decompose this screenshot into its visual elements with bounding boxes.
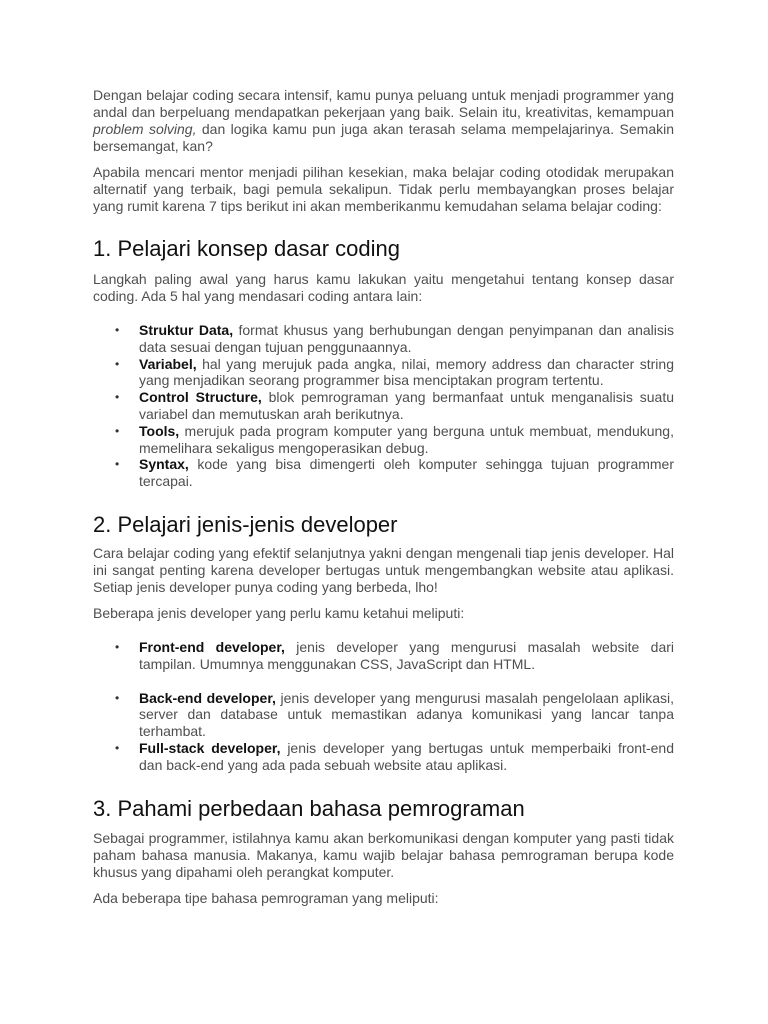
document-page bbox=[93, 87, 674, 915]
list-item-desc: format khusus yang berhubungan dengan penyimpanan dan analisis data sesuai dengan tujuan penggunaannya. bbox=[139, 322, 675, 355]
section-1-paragraph: Langkah paling awal yang harus kamu lakukan yaitu mengetahui tentang konsep dasar coding. Ada 5 hal yang mendasari coding antara lain: bbox=[93, 271, 674, 304]
list-item bbox=[93, 356, 674, 390]
list-item bbox=[93, 322, 674, 356]
section-3-paragraph-1: Sebagai programmer, istilahnya kamu akan berkomunikasi dengan komputer yang pasti tidak paham bahasa manusia. Makanya, kamu wajib belajar bahasa pemrograman berupa kode khusus yang dipahami oleh perangkat komputer. bbox=[93, 829, 674, 880]
intro-paragraph-1 bbox=[93, 87, 674, 155]
coding-concepts-list bbox=[93, 322, 674, 490]
list-item bbox=[93, 456, 674, 490]
developer-types-list bbox=[93, 639, 674, 774]
list-item bbox=[93, 690, 674, 740]
list-item-term: Control Structure, bbox=[139, 389, 262, 406]
list-item-desc: kode yang bisa dimengerti oleh komputer sehingga tujuan programmer tercapai. bbox=[139, 456, 674, 490]
section-2-paragraph-1: Cara belajar coding yang efektif selanjutnya yakni dengan mengenali tiap jenis developer. Hal ini sangat penting karena developer bertugas untuk mengembangkan website atau aplikasi. Setiap jenis developer punya coding yang berbeda, lho! bbox=[93, 544, 674, 595]
section-2-heading: 2. Pelajari jenis-jenis developer bbox=[93, 511, 398, 537]
list-item-term: Front-end developer, bbox=[139, 638, 285, 655]
intro-paragraph-2: Apabila mencari mentor menjadi pilihan kesekian, maka belajar coding otodidak merupakan alternatif yang terbaik, bagi pemula sekalipun. Tidak perlu membayangkan proses belajar yang rumit karena 7 tips berikut ini akan memberikanmu kemudahan selama belajar coding: bbox=[93, 164, 674, 214]
list-item-desc: jenis developer yang mengurusi masalah pengelolaan aplikasi, server dan database untuk memastikan adanya komunikasi yang lancar tanpa terhambat. bbox=[139, 689, 674, 740]
section-3-heading: 3. Pahami perbedaan bahasa pemrograman bbox=[93, 795, 525, 821]
list-item-term: Variabel, bbox=[139, 355, 197, 372]
list-item-term: Syntax, bbox=[139, 456, 189, 473]
list-item bbox=[93, 389, 674, 423]
intro-text-after: dan logika kamu pun juga akan terasah selama mempelajarinya. Semakin bersemangat, kan? bbox=[93, 121, 674, 154]
section-1-heading: 1. Pelajari konsep dasar coding bbox=[93, 236, 400, 261]
list-item bbox=[93, 639, 674, 673]
section-3-paragraph-2: Ada beberapa tipe bahasa pemrograman yang meliputi: bbox=[93, 889, 439, 906]
list-item bbox=[93, 740, 674, 774]
list-item-desc: merujuk pada program komputer yang berguna untuk membuat, mendukung, memelihara sekaligus mengoperasikan debug. bbox=[139, 422, 674, 456]
list-item-desc: hal yang merujuk pada angka, nilai, memory address dan character string yang menjadikan seorang programmer bisa menciptakan program tertentu. bbox=[139, 355, 674, 389]
list-item-desc: blok pemrograman yang bermanfaat untuk menganalisis suatu variabel dan memutuskan arah berikutnya. bbox=[139, 389, 674, 422]
list-item-desc: jenis developer yang mengurusi masalah website dari tampilan. Umumnya menggunakan CSS, JavaScript dan HTML. bbox=[139, 638, 675, 672]
list-item-desc: jenis developer yang bertugas untuk memperbaiki front-end dan back-end yang ada pada sebuah website atau aplikasi. bbox=[139, 739, 674, 773]
intro-text-before: Dengan belajar coding secara intensif, kamu punya peluang untuk menjadi programmer yang andal dan berpeluang mendapatkan pekerjaan yang baik. Selain itu, kreativitas, kemampuan bbox=[93, 87, 674, 120]
list-item bbox=[93, 423, 674, 457]
intro-italic-term: problem solving, bbox=[93, 121, 197, 137]
list-item-term: Struktur Data, bbox=[139, 322, 234, 338]
section-2-paragraph-2: Beberapa jenis developer yang perlu kamu ketahui meliputi: bbox=[93, 604, 465, 621]
list-item-term: Full-stack developer, bbox=[139, 739, 281, 756]
list-item-term: Tools, bbox=[139, 422, 180, 439]
list-item-term: Back-end developer, bbox=[139, 689, 276, 706]
